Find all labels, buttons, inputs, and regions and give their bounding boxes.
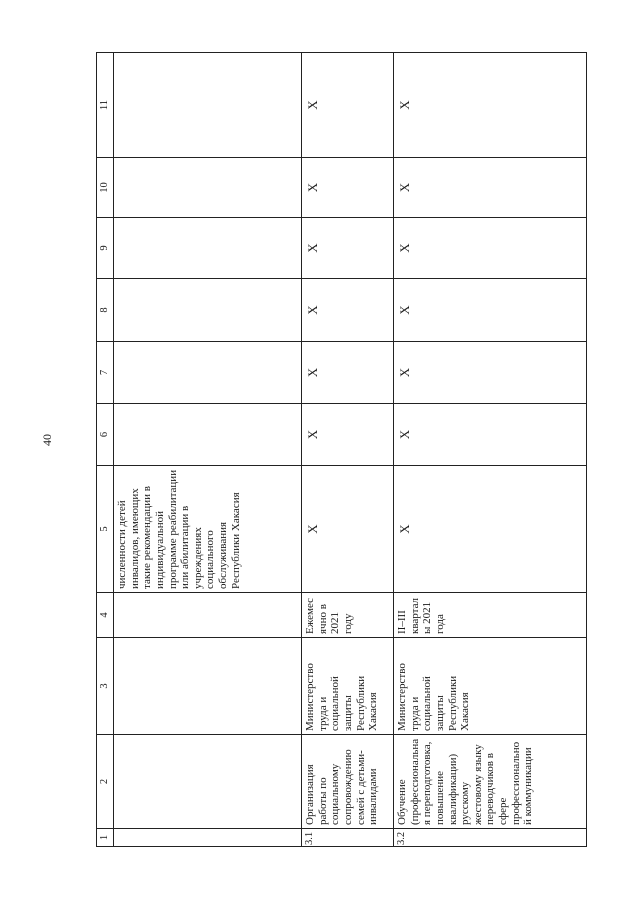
cell-mark: Х [394,342,587,404]
cell-mark: Х [302,53,394,158]
column-header-6: 6 [97,404,114,466]
column-header-9: 9 [97,218,114,279]
column-number-row [97,53,114,847]
column-header-1: 1 [97,829,114,847]
cell-mark: Х [394,218,587,279]
cell-mark: Х [394,279,587,342]
deadline: Ежемесячно в 2021 году [302,593,394,638]
cell-mark: Х [302,218,394,279]
column-header-4: 4 [97,593,114,638]
column-header-5: 5 [97,466,114,593]
table-row [302,53,394,847]
executor: Министерство труда и социальной защиты Республики Хакасия [302,638,394,735]
cell-mark: Х [302,404,394,466]
column-header-10: 10 [97,158,114,218]
cell-mark: Х [302,279,394,342]
cell-mark: Х [302,466,394,593]
page-number: 40 [40,434,54,446]
column-header-3: 3 [97,638,114,735]
continued-indicator-text: численности детей инвалидов, имеющих такие рекомендации в индивидуальной программе реабилитации или абилитации в учреждениях социального обслуживания Республики Хакасия [114,466,302,593]
row-number: 3.2 [394,829,587,847]
cell-mark: Х [302,342,394,404]
activity-name: Обучение (профессиональная переподготовка, повышение квалификации) русскому жестовому языку переводчиков в сфере профессиональной коммуникации [394,735,587,829]
row-number: 3.1 [302,829,394,847]
activity-name: Организация работы по социальному сопровождению семей с детьми-инвалидами [302,735,394,829]
rotated-table-container [96,53,586,847]
cell-mark: Х [394,404,587,466]
cell-mark: Х [394,53,587,158]
column-header-2: 2 [97,735,114,829]
table-row-continuation [114,53,302,847]
cell-mark: Х [394,466,587,593]
column-header-11: 11 [97,53,114,158]
column-header-7: 7 [97,342,114,404]
cell-mark: Х [394,158,587,218]
deadline: II–III кварталы 2021 года [394,593,587,638]
activity-plan-table [96,52,587,847]
table-row [394,53,587,847]
executor: Министерство труда и социальной защиты Республики Хакасия [394,638,587,735]
cell-mark: Х [302,158,394,218]
column-header-8: 8 [97,279,114,342]
